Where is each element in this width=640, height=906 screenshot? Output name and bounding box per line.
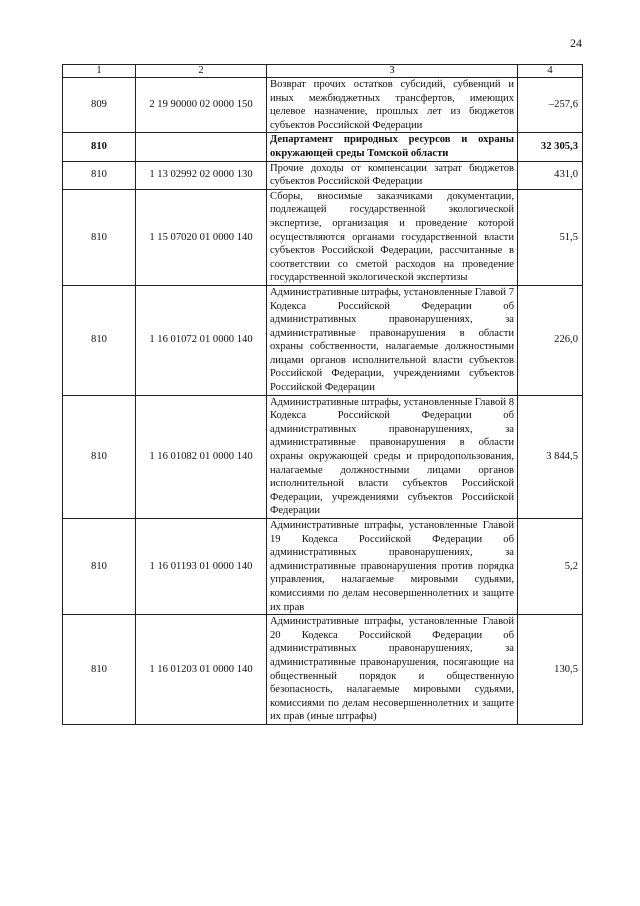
table-header-row <box>63 65 583 78</box>
budget-code-cell: 1 15 07020 01 0000 140 <box>136 189 267 285</box>
table-row <box>63 133 583 161</box>
column-header-4: 4 <box>518 65 583 78</box>
table-row <box>63 285 583 395</box>
revenue-name-cell: Департамент природных ресурсов и охраны окружающей среды Томской области <box>267 133 518 161</box>
admin-code-cell: 810 <box>63 615 136 725</box>
table-row <box>63 78 583 133</box>
column-header-2: 2 <box>136 65 267 78</box>
revenue-name-cell: Административные штрафы, установленные Главой 7 Кодекса Российской Федерации об административных правонарушениях, за административные правонарушения в области охраны собственности, налагаемые должностными лицами органов исполнительной власти субъектов Российской Федерации, учреждениями субъектов Российской Федерации <box>267 285 518 395</box>
budget-code-cell: 1 13 02992 02 0000 130 <box>136 161 267 189</box>
revenue-name-cell: Административные штрафы, установленные Главой 20 Кодекса Российской Федерации об административных правонарушениях, за административные правонарушения, посягающие на общественный порядок и общественную безопасность, налагаемые мировыми судьями, комиссиями по делам несовершеннолетних и защите их прав (иные штрафы) <box>267 615 518 725</box>
budget-code-cell: 2 19 90000 02 0000 150 <box>136 78 267 133</box>
column-header-1: 1 <box>63 65 136 78</box>
budget-revenue-table <box>62 64 583 725</box>
revenue-name-cell: Административные штрафы, установленные Главой 19 Кодекса Российской Федерации об административных правонарушениях, за административные правонарушения против порядка управления, налагаемые мировыми судьями, комиссиями по делам несовершеннолетних и защите их прав <box>267 519 518 615</box>
amount-cell: 226,0 <box>518 285 583 395</box>
amount-cell: 431,0 <box>518 161 583 189</box>
revenue-name-cell: Административные штрафы, установленные Главой 8 Кодекса Российской Федерации об административных правонарушениях, за административные правонарушения в области охраны окружающей среды и природопользования, налагаемые должностными лицами органов исполнительной власти субъектов Российской Федерации, учреждениями субъектов Российской Федерации <box>267 395 518 518</box>
table-row <box>63 161 583 189</box>
amount-cell: 32 305,3 <box>518 133 583 161</box>
revenue-name-cell: Прочие доходы от компенсации затрат бюджетов субъектов Российской Федерации <box>267 161 518 189</box>
table-body <box>63 78 583 725</box>
budget-code-cell: 1 16 01203 01 0000 140 <box>136 615 267 725</box>
admin-code-cell: 810 <box>63 161 136 189</box>
admin-code-cell: 809 <box>63 78 136 133</box>
table-row <box>63 519 583 615</box>
admin-code-cell: 810 <box>63 189 136 285</box>
table-row <box>63 189 583 285</box>
amount-cell: 5,2 <box>518 519 583 615</box>
amount-cell: 130,5 <box>518 615 583 725</box>
admin-code-cell: 810 <box>63 285 136 395</box>
table-row <box>63 615 583 725</box>
revenue-name-cell: Сборы, вносимые заказчиками документации, подлежащей государственной экологической экспертизе, организация и проведение которой осуществляются органами государственной власти субъектов Российской Федерации, рассчитанные в соответствии со сметой расходов на проведение государственной экологической экспертизы <box>267 189 518 285</box>
budget-code-cell: 1 16 01082 01 0000 140 <box>136 395 267 518</box>
admin-code-cell: 810 <box>63 133 136 161</box>
amount-cell: 3 844,5 <box>518 395 583 518</box>
admin-code-cell: 810 <box>63 519 136 615</box>
revenue-name-cell: Возврат прочих остатков субсидий, субвенций и иных межбюджетных трансфертов, имеющих целевое назначение, прошлых лет из бюджетов субъектов Российской Федерации <box>267 78 518 133</box>
table-row <box>63 395 583 518</box>
page-number: 24 <box>570 36 582 50</box>
column-header-3: 3 <box>267 65 518 78</box>
admin-code-cell: 810 <box>63 395 136 518</box>
budget-code-cell: 1 16 01193 01 0000 140 <box>136 519 267 615</box>
amount-cell: –257,6 <box>518 78 583 133</box>
budget-code-cell: 1 16 01072 01 0000 140 <box>136 285 267 395</box>
budget-code-cell <box>136 133 267 161</box>
amount-cell: 51,5 <box>518 189 583 285</box>
